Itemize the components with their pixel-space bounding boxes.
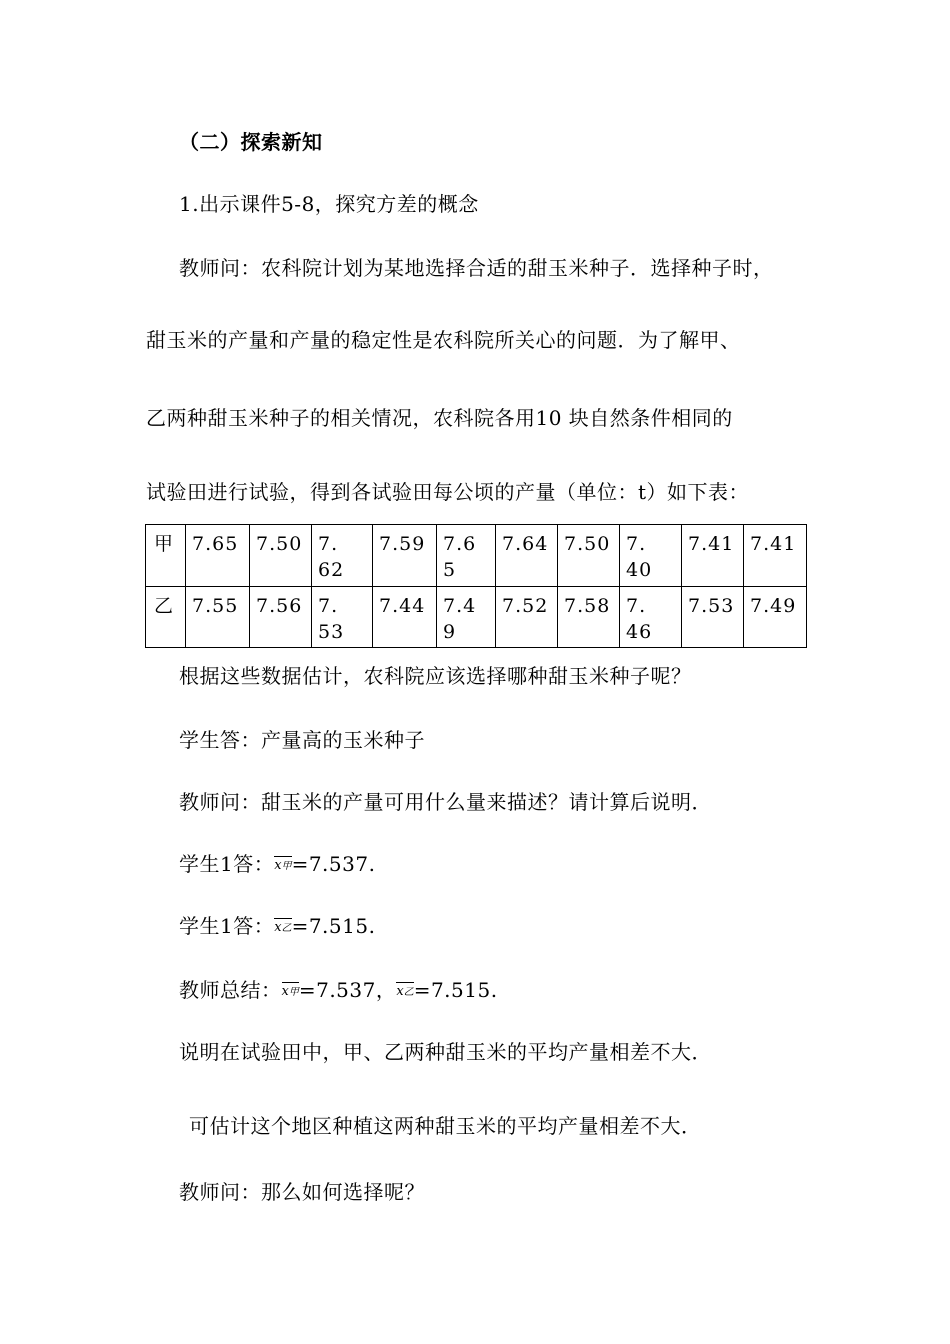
mean-symbol-jia: x甲 bbox=[281, 984, 299, 999]
table-cell: 7.49 bbox=[744, 586, 807, 648]
table-cell: 7.65 bbox=[186, 525, 250, 587]
table-cell: 7.40 bbox=[620, 525, 682, 587]
mean-value-jia: =7.537， bbox=[298, 978, 397, 1002]
mean-value-yi: =7.515. bbox=[413, 978, 498, 1002]
teacher-summary bbox=[179, 976, 498, 1004]
student-answer-yi bbox=[179, 912, 375, 940]
table-cell: 7.56 bbox=[250, 586, 312, 648]
answer-prefix: 学生1答： bbox=[179, 852, 275, 876]
mean-value-yi: =7.515. bbox=[291, 914, 376, 938]
paragraph-line-4: 试验田进行试验，得到各试验田每公顷的产量（单位：t）如下表： bbox=[146, 480, 750, 504]
question-1: 根据这些数据估计，农科院应该选择哪种甜玉米种子呢？ bbox=[179, 664, 692, 688]
paragraph-line-3: 乙两种甜玉米种子的相关情况，农科院各用10 块自然条件相同的 bbox=[146, 406, 733, 430]
table-cell: 7.50 bbox=[250, 525, 312, 587]
table-cell: 7.52 bbox=[496, 586, 558, 648]
mean-symbol-yi: x乙 bbox=[396, 984, 414, 999]
mean-symbol-jia: x甲 bbox=[274, 858, 292, 873]
table-cell: 7.59 bbox=[373, 525, 437, 587]
table-cell: 7.64 bbox=[496, 525, 558, 587]
table-row bbox=[146, 525, 807, 587]
student-answer-jia bbox=[179, 850, 375, 878]
table-cell: 7.62 bbox=[312, 525, 373, 587]
answer-prefix: 学生1答： bbox=[179, 914, 275, 938]
mean-value-jia: =7.537. bbox=[291, 852, 376, 876]
paragraph-line-1: 教师问：农科院计划为某地选择合适的甜玉米种子．选择种子时， bbox=[179, 256, 774, 280]
table-cell: 7.53 bbox=[682, 586, 744, 648]
table-row bbox=[146, 586, 807, 648]
question-2: 教师问：甜玉米的产量可用什么量来描述？请计算后说明． bbox=[179, 790, 712, 814]
table-cell: 7.55 bbox=[186, 586, 250, 648]
table-cell: 7.41 bbox=[744, 525, 807, 587]
table-cell: 7.65 bbox=[437, 525, 496, 587]
section-title: （二）探索新知 bbox=[179, 130, 323, 154]
table-cell: 7.49 bbox=[437, 586, 496, 648]
estimate: 可估计这个地区种植这两种甜玉米的平均产量相差不大． bbox=[189, 1114, 702, 1138]
yield-table bbox=[145, 524, 807, 648]
row-label-jia: 甲 bbox=[146, 525, 186, 587]
mean-symbol-yi: x乙 bbox=[274, 920, 292, 935]
table-cell: 7.53 bbox=[312, 586, 373, 648]
question-3: 教师问：那么如何选择呢？ bbox=[179, 1180, 425, 1204]
explanation: 说明在试验田中，甲、乙两种甜玉米的平均产量相差不大． bbox=[179, 1040, 712, 1064]
table-cell: 7.58 bbox=[558, 586, 620, 648]
item-1: 1.出示课件5-8，探究方差的概念 bbox=[179, 192, 479, 216]
paragraph-line-2: 甜玉米的产量和产量的稳定性是农科院所关心的问题．为了解甲、 bbox=[146, 328, 741, 352]
table-cell: 7.50 bbox=[558, 525, 620, 587]
summary-prefix: 教师总结： bbox=[179, 978, 282, 1002]
table-cell: 7.44 bbox=[373, 586, 437, 648]
table-cell: 7.46 bbox=[620, 586, 682, 648]
row-label-yi: 乙 bbox=[146, 586, 186, 648]
table-cell: 7.41 bbox=[682, 525, 744, 587]
answer-1: 学生答：产量高的玉米种子 bbox=[179, 728, 425, 752]
